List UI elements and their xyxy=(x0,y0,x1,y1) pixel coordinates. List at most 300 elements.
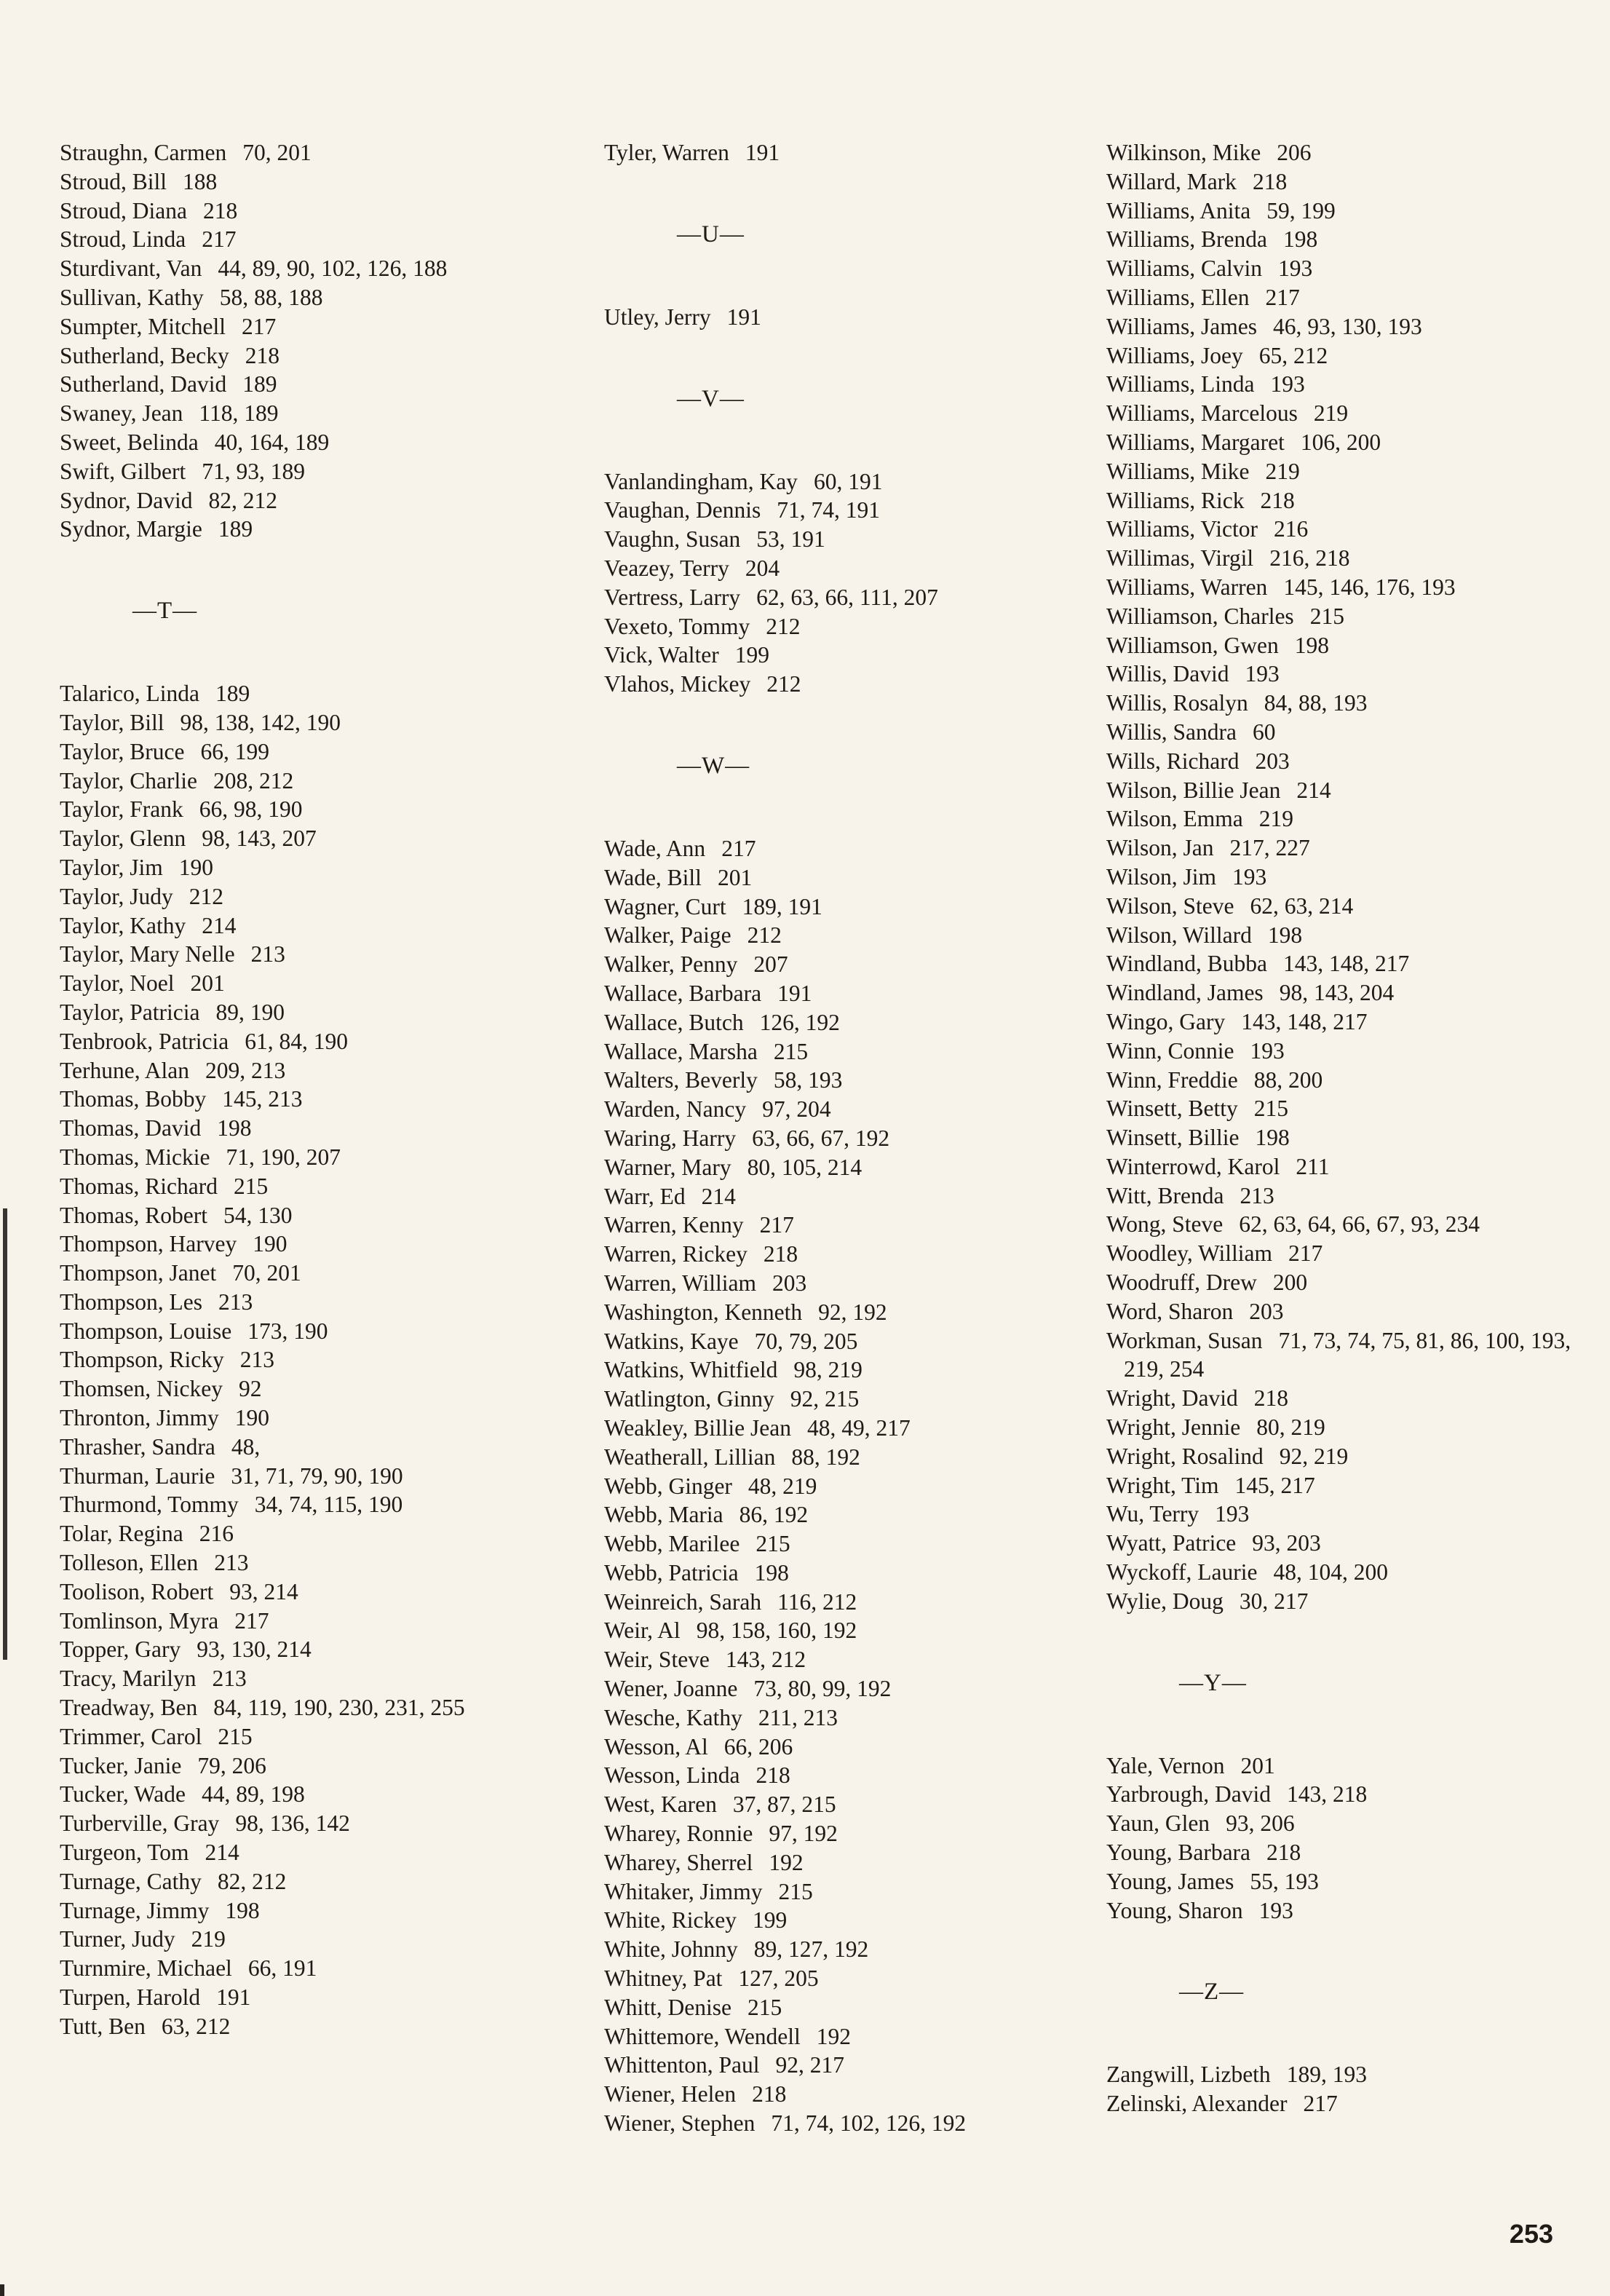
entry-pages: 189 xyxy=(242,371,277,397)
entry-pages: 98, 136, 142 xyxy=(235,1810,350,1837)
entry-pages: 65, 212 xyxy=(1258,342,1328,368)
index-entry xyxy=(1106,1529,1572,1558)
index-entry xyxy=(604,1443,1070,1472)
entry-name: Thomas, Bobby xyxy=(60,1086,207,1112)
entry-name: Thomas, Mickie xyxy=(60,1144,210,1170)
entry-pages: 82, 212 xyxy=(208,487,277,513)
index-entry xyxy=(60,1577,526,1607)
entry-pages: 216 xyxy=(1273,516,1309,542)
entry-name: Sydnor, David xyxy=(60,487,193,513)
entry-pages: 198 xyxy=(225,1897,260,1923)
entry-name: Trimmer, Carol xyxy=(60,1723,202,1749)
index-entry xyxy=(1106,1008,1572,1037)
entry-name: Turnage, Jimmy xyxy=(60,1897,210,1923)
entry-pages: 71, 74, 102, 126, 192 xyxy=(771,2110,967,2137)
index-entry xyxy=(1106,1066,1572,1095)
entry-name: Turpen, Harold xyxy=(60,1984,201,2011)
entry-name: West, Karen xyxy=(604,1792,717,1818)
index-entry xyxy=(604,303,1070,332)
index-entry xyxy=(60,708,526,737)
entry-name: Sullivan, Kathy xyxy=(60,284,204,310)
index-entry xyxy=(604,1674,1070,1703)
index-entry xyxy=(604,1733,1070,1762)
index-entry xyxy=(60,824,526,853)
entry-name: Turner, Judy xyxy=(60,1926,175,1952)
entry-pages: 189 xyxy=(215,681,250,707)
index-entry xyxy=(60,1548,526,1577)
entry-pages: 58, 88, 188 xyxy=(219,284,323,310)
entry-name: Tenbrook, Patricia xyxy=(60,1028,229,1054)
index-entry xyxy=(604,525,1070,554)
entry-name: Wharey, Sherrel xyxy=(604,1849,753,1875)
index-entry xyxy=(604,138,1070,167)
entry-name: Wiener, Stephen xyxy=(604,2110,756,2137)
entry-pages: 92, 215 xyxy=(790,1386,860,1412)
index-entry xyxy=(60,1519,526,1548)
entry-pages: 198 xyxy=(1294,632,1329,658)
index-entry xyxy=(604,670,1070,699)
index-entry xyxy=(1106,254,1572,283)
entry-name: Thompson, Harvey xyxy=(60,1231,237,1257)
index-entry xyxy=(1106,428,1572,457)
entry-pages: 73, 80, 99, 192 xyxy=(753,1676,892,1702)
entry-name: Whittenton, Paul xyxy=(604,2052,760,2078)
index-entry xyxy=(60,370,526,399)
index-entry xyxy=(60,428,526,457)
index-entry xyxy=(604,2109,1070,2138)
entry-name: Wallace, Marsha xyxy=(604,1038,758,1064)
entry-pages: 145, 217 xyxy=(1234,1472,1315,1498)
entry-name: Thompson, Ricky xyxy=(60,1347,224,1373)
index-entry xyxy=(1106,1268,1572,1297)
entry-pages: 216 xyxy=(199,1521,234,1547)
index-entry xyxy=(1106,1297,1572,1326)
entry-name: Wesson, Al xyxy=(604,1733,708,1759)
entry-pages: 84, 88, 193 xyxy=(1264,690,1368,716)
entry-pages: 219 xyxy=(1258,806,1293,832)
entry-name: Stroud, Bill xyxy=(60,168,167,194)
entry-name: Wener, Joanne xyxy=(604,1676,738,1702)
entry-name: Swift, Gilbert xyxy=(60,458,186,484)
entry-name: Workman, Susan xyxy=(1106,1327,1263,1353)
entry-pages: 80, 219 xyxy=(1256,1414,1325,1441)
index-entry xyxy=(604,1327,1070,1356)
index-entry xyxy=(604,1819,1070,1848)
entry-name: Wallace, Barbara xyxy=(604,980,762,1006)
entry-name: Wallace, Butch xyxy=(604,1009,744,1035)
entry-pages: 145, 213 xyxy=(222,1086,303,1112)
index-entry xyxy=(1106,689,1572,718)
entry-name: Thompson, Louise xyxy=(60,1318,232,1344)
index-entry xyxy=(604,641,1070,670)
index-entry xyxy=(60,197,526,226)
entry-pages: 213 xyxy=(218,1288,253,1315)
index-entry xyxy=(60,767,526,796)
index-entry xyxy=(604,1066,1070,1095)
entry-name: Thomas, Richard xyxy=(60,1173,218,1199)
entry-pages: 30, 217 xyxy=(1239,1588,1309,1614)
entry-name: Wade, Bill xyxy=(604,864,702,890)
index-entry xyxy=(60,1143,526,1172)
entry-pages: 71, 93, 189 xyxy=(202,458,305,484)
entry-name: Turgeon, Tom xyxy=(60,1840,189,1866)
entry-pages: 207 xyxy=(753,951,788,978)
entry-name: Waring, Harry xyxy=(604,1125,737,1151)
entry-pages: 193 xyxy=(1250,1037,1285,1064)
entry-pages: 71, 74, 191 xyxy=(777,497,880,523)
entry-name: Wharey, Ronnie xyxy=(604,1821,753,1847)
entry-name: Winn, Freddie xyxy=(1106,1066,1238,1093)
section-header: —Z— xyxy=(1179,1979,1245,2006)
entry-name: Tomlinson, Myra xyxy=(60,1607,219,1634)
index-entry xyxy=(1106,1558,1572,1587)
entry-name: Willis, David xyxy=(1106,661,1229,687)
entry-name: Taylor, Noel xyxy=(60,970,175,997)
index-entry xyxy=(604,1559,1070,1588)
entry-pages: 189, 193 xyxy=(1286,2062,1367,2088)
index-entry xyxy=(60,1462,526,1491)
section-header: —V— xyxy=(677,385,745,412)
entry-pages: 86, 192 xyxy=(739,1502,809,1528)
index-entry xyxy=(60,312,526,341)
entry-pages: 219 xyxy=(1265,458,1300,484)
entry-pages: 80, 105, 214 xyxy=(747,1154,862,1180)
index-entry xyxy=(60,1259,526,1288)
entry-name: Williams, Warren xyxy=(1106,574,1268,600)
entry-name: Williams, Brenda xyxy=(1106,226,1267,253)
index-entry xyxy=(1106,834,1572,863)
entry-pages: 193 xyxy=(1270,371,1305,397)
entry-name: Tucker, Wade xyxy=(60,1781,186,1808)
entry-name: Taylor, Glenn xyxy=(60,826,186,852)
index-entry xyxy=(1106,457,1572,486)
entry-pages: 198 xyxy=(217,1115,252,1141)
entry-pages: 203 xyxy=(772,1270,807,1296)
entry-pages: 71, 190, 207 xyxy=(226,1144,341,1170)
entry-pages: 46, 93, 130, 193 xyxy=(1272,313,1422,339)
entry-name: Taylor, Judy xyxy=(60,883,173,909)
entry-pages: 209, 213 xyxy=(205,1057,286,1083)
entry-pages: 201 xyxy=(717,864,753,890)
entry-name: Willimas, Virgil xyxy=(1106,545,1254,571)
entry-name: White, Rickey xyxy=(604,1907,737,1933)
index-entry xyxy=(1106,1500,1572,1529)
index-column-2 xyxy=(604,138,1070,2138)
index-entry xyxy=(604,979,1070,1008)
entry-pages: 191 xyxy=(777,980,812,1006)
index-entry xyxy=(60,1751,526,1781)
index-entry xyxy=(60,1085,526,1114)
index-entry xyxy=(604,1153,1070,1182)
entry-pages: 208, 212 xyxy=(213,767,294,793)
entry-name: Sumpter, Mitchell xyxy=(60,313,226,339)
entry-pages: 92, 192 xyxy=(818,1299,887,1325)
index-entry xyxy=(60,225,526,254)
entry-name: Whittemore, Wendell xyxy=(604,2023,801,2049)
entry-pages: 217 xyxy=(241,313,277,339)
entry-pages: 218 xyxy=(1260,487,1295,513)
index-entry xyxy=(60,1722,526,1751)
entry-pages: 89, 190 xyxy=(215,999,285,1025)
index-entry xyxy=(60,1230,526,1259)
entry-pages: 116, 212 xyxy=(777,1588,857,1615)
index-entry xyxy=(60,515,526,544)
entry-name: Woodruff, Drew xyxy=(1106,1270,1257,1296)
index-entry xyxy=(604,834,1070,863)
entry-pages: 127, 205 xyxy=(738,1966,819,1992)
index-entry xyxy=(1106,1210,1572,1239)
entry-pages: 59, 199 xyxy=(1266,197,1336,223)
index-entry xyxy=(604,1124,1070,1153)
index-entry xyxy=(604,2080,1070,2109)
index-entry xyxy=(60,1433,526,1462)
index-entry xyxy=(60,138,526,167)
index-entry xyxy=(1106,2089,1572,2118)
entry-pages: 204 xyxy=(745,555,780,581)
entry-name: Whitaker, Jimmy xyxy=(604,1878,763,1904)
index-entry xyxy=(1106,863,1572,892)
entry-pages: 88, 200 xyxy=(1253,1066,1323,1093)
entry-name: Williams, Anita xyxy=(1106,197,1251,223)
entry-name: Wingo, Gary xyxy=(1106,1008,1226,1034)
entry-pages: 216, 218 xyxy=(1269,545,1350,571)
entry-name: Wagner, Curt xyxy=(604,893,726,919)
entry-pages: 201 xyxy=(190,970,225,997)
entry-name: Winn, Connie xyxy=(1106,1037,1234,1064)
index-entry xyxy=(60,1404,526,1433)
entry-pages: 191 xyxy=(726,304,761,330)
index-entry xyxy=(60,1693,526,1722)
entry-pages: 62, 63, 66, 111, 207 xyxy=(756,584,938,610)
index-entry xyxy=(604,496,1070,525)
entry-pages: 215 xyxy=(778,1878,813,1904)
entry-name: Turnage, Cathy xyxy=(60,1868,202,1894)
entry-name: Vexeto, Tommy xyxy=(604,613,750,639)
index-entry xyxy=(1106,1413,1572,1442)
entry-pages: 143, 148, 217 xyxy=(1241,1008,1368,1034)
entry-pages: 203 xyxy=(1249,1298,1284,1324)
entry-pages: 218 xyxy=(202,197,238,223)
entry-name: Straughn, Carmen xyxy=(60,140,227,165)
index-entry xyxy=(604,1355,1070,1385)
index-column-3 xyxy=(1106,138,1572,2118)
index-entry xyxy=(60,795,526,824)
entry-pages: 66, 191 xyxy=(247,1955,317,1982)
entry-pages: 212 xyxy=(766,671,801,697)
index-entry xyxy=(1106,1896,1572,1925)
entry-name: Webb, Marilee xyxy=(604,1531,740,1557)
entry-name: Webb, Ginger xyxy=(604,1473,732,1499)
entry-pages: 215 xyxy=(773,1038,809,1064)
index-entry xyxy=(1106,1838,1572,1867)
index-entry xyxy=(1106,167,1572,197)
entry-name: Willis, Rosalyn xyxy=(1106,690,1248,716)
index-entry xyxy=(604,1095,1070,1124)
index-entry xyxy=(60,679,526,708)
index-entry xyxy=(604,1008,1070,1037)
entry-pages: 191 xyxy=(745,140,780,165)
entry-name: Vick, Walter xyxy=(604,642,719,668)
entry-name: Whitney, Pat xyxy=(604,1966,723,1992)
entry-pages: 89, 127, 192 xyxy=(753,1936,869,1963)
entry-pages: 214 xyxy=(1296,777,1331,803)
entry-pages: 193 xyxy=(1277,256,1313,282)
entry-name: Yale, Vernon xyxy=(1106,1752,1225,1778)
index-entry xyxy=(604,950,1070,979)
entry-name: Wright, David xyxy=(1106,1385,1238,1412)
entry-pages: 199 xyxy=(734,642,769,668)
entry-pages: 217 xyxy=(1288,1240,1323,1267)
entry-name: Willard, Mark xyxy=(1106,168,1237,194)
entry-pages: 217 xyxy=(234,1607,269,1634)
index-entry xyxy=(604,921,1070,950)
entry-pages: 53, 191 xyxy=(756,526,825,553)
index-entry xyxy=(1106,1809,1572,1838)
index-entry xyxy=(1106,138,1572,167)
entry-pages: 31, 71, 79, 90, 190 xyxy=(231,1462,403,1489)
entry-pages: 193 xyxy=(1245,661,1280,687)
index-entry xyxy=(1106,486,1572,515)
entry-pages: 60 xyxy=(1252,719,1276,745)
entry-pages: 143, 218 xyxy=(1287,1781,1368,1808)
entry-pages: 217 xyxy=(202,226,237,253)
index-entry xyxy=(60,1838,526,1867)
entry-name: Wu, Terry xyxy=(1106,1501,1199,1527)
entry-pages: 98, 138, 142, 190 xyxy=(180,709,341,735)
entry-pages: 92, 219 xyxy=(1279,1443,1349,1469)
entry-name: Windland, James xyxy=(1106,980,1264,1006)
entry-pages: 97, 204 xyxy=(762,1096,831,1123)
entry-name: Willis, Sandra xyxy=(1106,719,1237,745)
entry-pages: 93, 203 xyxy=(1252,1530,1321,1556)
entry-pages: 218 xyxy=(1252,168,1288,194)
entry-name: Sturdivant, Van xyxy=(60,256,202,282)
index-entry xyxy=(604,863,1070,892)
index-entry xyxy=(60,1201,526,1230)
index-entry xyxy=(1106,573,1572,602)
entry-pages: 218 xyxy=(1266,1840,1301,1866)
index-entry xyxy=(604,1182,1070,1211)
entry-name: Wilson, Jan xyxy=(1106,835,1214,861)
entry-name: Vaughn, Susan xyxy=(604,526,741,553)
entry-pages: 191 xyxy=(216,1984,251,2011)
index-entry xyxy=(1106,1123,1572,1152)
index-entry xyxy=(60,399,526,428)
entry-pages: 37, 87, 215 xyxy=(732,1792,836,1818)
index-entry xyxy=(1106,718,1572,747)
entry-name: Thompson, Les xyxy=(60,1288,202,1315)
index-entry xyxy=(1106,399,1572,428)
entry-pages: 70, 79, 205 xyxy=(754,1328,858,1354)
entry-pages: 98, 143, 204 xyxy=(1279,980,1395,1006)
entry-pages: 44, 89, 90, 102, 126, 188 xyxy=(218,256,448,282)
entry-pages: 98, 143, 207 xyxy=(202,826,317,852)
entry-name: Sweet, Belinda xyxy=(60,429,199,455)
entry-pages: 217 xyxy=(721,835,756,861)
entry-pages: 211, 213 xyxy=(758,1704,838,1730)
entry-name: Warden, Nancy xyxy=(604,1096,747,1123)
entry-name: Thomsen, Nickey xyxy=(60,1376,223,1402)
entry-name: Young, James xyxy=(1106,1868,1234,1894)
index-entry xyxy=(1106,949,1572,978)
index-entry xyxy=(60,882,526,911)
index-entry xyxy=(60,1288,526,1317)
entry-name: Yarbrough, David xyxy=(1106,1781,1272,1808)
entry-name: Warr, Ed xyxy=(604,1183,686,1209)
index-entry xyxy=(1106,515,1572,544)
entry-name: Tucker, Janie xyxy=(60,1752,182,1778)
index-entry xyxy=(60,1317,526,1346)
entry-name: Wiener, Helen xyxy=(604,2081,737,2107)
entry-pages: 192 xyxy=(769,1849,804,1875)
entry-name: Tyler, Warren xyxy=(604,140,729,165)
entry-name: Sydnor, Margie xyxy=(60,516,202,542)
index-entry xyxy=(604,1761,1070,1790)
entry-name: Winterrowd, Karol xyxy=(1106,1153,1280,1179)
scan-corner-mark xyxy=(0,2284,4,2296)
index-entry xyxy=(604,1906,1070,1935)
index-entry xyxy=(1106,660,1572,689)
entry-name: Zangwill, Lizbeth xyxy=(1106,2062,1271,2088)
entry-pages: 173, 190 xyxy=(247,1318,328,1344)
scan-edge-mark xyxy=(3,1208,7,1660)
index-entry xyxy=(1106,892,1572,921)
entry-name: Winsett, Billie xyxy=(1106,1125,1240,1151)
entry-pages: 79, 206 xyxy=(197,1752,266,1778)
index-entry xyxy=(60,341,526,371)
entry-name: Watkins, Kaye xyxy=(604,1328,739,1354)
index-entry xyxy=(604,1993,1070,2022)
entry-name: Williams, Linda xyxy=(1106,371,1255,397)
entry-name: Thurmond, Tommy xyxy=(60,1492,239,1518)
entry-pages: 198 xyxy=(1255,1125,1290,1151)
page-number: 253 xyxy=(1509,2219,1553,2249)
entry-name: Turberville, Gray xyxy=(60,1810,220,1837)
entry-name: Taylor, Bill xyxy=(60,709,164,735)
entry-name: Weakley, Billie Jean xyxy=(604,1414,791,1441)
entry-pages: 217 xyxy=(1303,2091,1338,2117)
entry-pages: 63, 66, 67, 192 xyxy=(752,1125,890,1151)
entry-name: Wilkinson, Mike xyxy=(1106,140,1261,165)
index-entry xyxy=(604,1848,1070,1877)
entry-pages: 145, 146, 176, 193 xyxy=(1283,574,1456,600)
entry-pages: 70, 201 xyxy=(242,140,312,165)
index-entry xyxy=(60,1867,526,1896)
entry-name: Vanlandingham, Kay xyxy=(604,468,798,494)
entry-name: Wade, Ann xyxy=(604,835,706,861)
entry-name: Warren, Rickey xyxy=(604,1241,748,1267)
index-entry xyxy=(604,1298,1070,1327)
entry-pages: 190 xyxy=(234,1405,269,1431)
entry-pages: 48, 49, 217 xyxy=(806,1414,911,1441)
index-entry xyxy=(604,1790,1070,1819)
index-entry xyxy=(604,1240,1070,1269)
index-entry xyxy=(60,1114,526,1143)
entry-name: Thomas, Robert xyxy=(60,1202,207,1228)
entry-name: Williams, Margaret xyxy=(1106,429,1285,455)
index-entry xyxy=(604,1529,1070,1559)
entry-name: Thronton, Jimmy xyxy=(60,1405,219,1431)
entry-pages: 215 xyxy=(218,1723,253,1749)
entry-pages: 219 xyxy=(1313,400,1349,427)
entry-name: Taylor, Charlie xyxy=(60,767,197,793)
entry-pages: 193 xyxy=(1258,1897,1293,1923)
entry-pages: 189 xyxy=(218,516,253,542)
index-entry xyxy=(60,1490,526,1519)
section-header: —U— xyxy=(677,221,745,248)
entry-pages: 215 xyxy=(1309,603,1344,629)
entry-name: Taylor, Jim xyxy=(60,854,163,880)
